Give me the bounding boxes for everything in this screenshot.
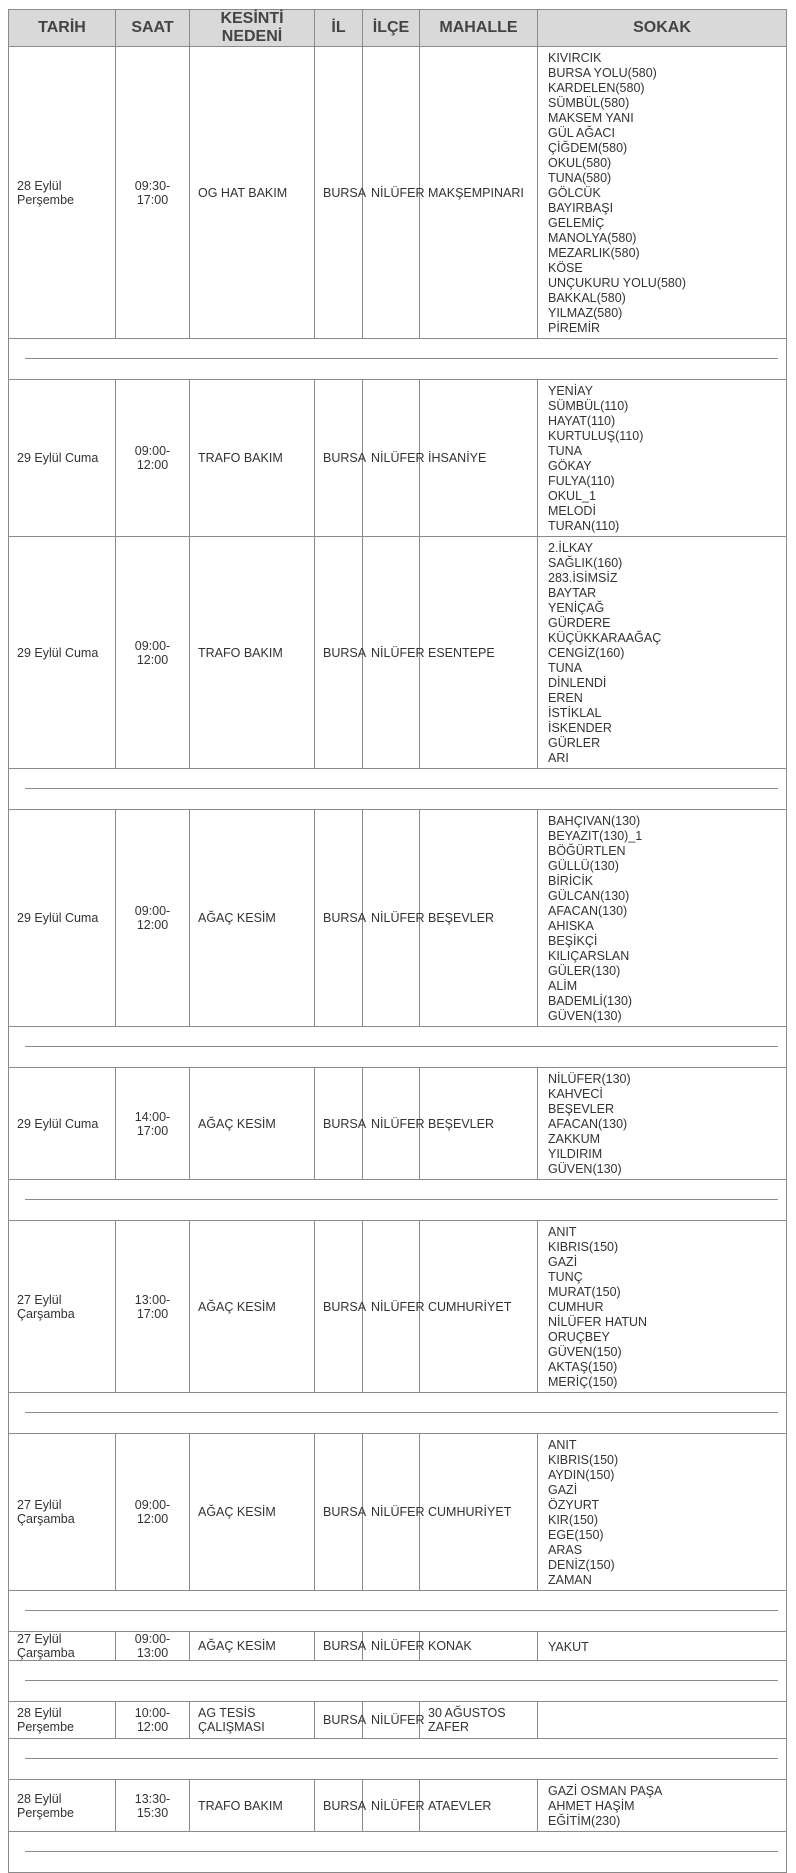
cell-ilce: NİLÜFER [363,537,420,769]
street-name: GÜVEN(150) [548,1345,622,1359]
street-name: MEZARLIK(580) [548,246,640,260]
street-name: SÜMBÜL(110) [548,399,629,413]
street-name: BAYTAR [548,586,597,600]
street-name: SÜMBÜL(580) [548,96,630,110]
cell-mahalle: CUMHURİYET [420,1434,538,1591]
separator-row [9,1027,787,1068]
street-name: KIVIRCIK [548,51,602,65]
street-name: OKUL(580) [548,156,612,170]
separator-line [25,788,778,789]
separator-cell [9,1661,787,1702]
street-name: KÜÇÜKKARAAĞAÇ [548,631,662,645]
cell-kesinti-nedeni: AĞAÇ KESİM [190,1068,315,1180]
street-name: BEŞİKÇİ [548,934,598,948]
street-name: KURTULUŞ(110) [548,429,644,443]
header-saat: SAAT [116,10,190,47]
separator-cell [9,1180,787,1221]
street-name: BEYAZIT(130)_1 [548,829,643,843]
street-name: GÖLCÜK [548,186,601,200]
street-name: NİLÜFER(130) [548,1072,631,1086]
cell-sokak [538,1632,787,1661]
street-name: İSTİKLAL [548,706,602,720]
separator-row [9,1832,787,1873]
cell-tarih: 27 Eylül Çarşamba [9,1221,116,1393]
cell-saat: 09:00-12:00 [116,380,190,537]
separator-row [9,1393,787,1434]
table-row [9,537,787,769]
cell-mahalle: BEŞEVLER [420,810,538,1027]
cell-saat: 09:30-17:00 [116,47,190,339]
street-name: TUNA [548,661,583,675]
street-name: TURAN(110) [548,519,620,533]
street-name: BÖĞÜRTLEN [548,844,626,858]
table-row [9,380,787,537]
street-name: ÇİĞDEM(580) [548,141,628,155]
table-row [9,1221,787,1393]
cell-il: BURSA [315,1434,363,1591]
header-il: İL [315,10,363,47]
street-name: BAHÇIVAN(130) [548,814,641,828]
street-name: EGE(150) [548,1528,604,1542]
separator-cell [9,1393,787,1434]
street-name: GAZİ [548,1483,578,1497]
separator-cell [9,1739,787,1780]
cell-kesinti-nedeni: TRAFO BAKIM [190,537,315,769]
cell-saat: 09:00-12:00 [116,1434,190,1591]
street-name: NİLÜFER HATUN [548,1315,648,1329]
street-name: MURAT(150) [548,1285,621,1299]
cell-ilce: NİLÜFER [363,1780,420,1832]
cell-kesinti-nedeni: AĞAÇ KESİM [190,810,315,1027]
street-name: TUNÇ [548,1270,583,1284]
separator-cell [9,1832,787,1873]
street-name: AKTAŞ(150) [548,1360,618,1374]
cell-mahalle: 30 AĞUSTOS ZAFER [420,1702,538,1739]
cell-saat: 14:00-17:00 [116,1068,190,1180]
cell-il: BURSA [315,47,363,339]
street-name: GÜLCAN(130) [548,889,630,903]
cell-il: BURSA [315,380,363,537]
street-name: YILDIRIM [548,1147,603,1161]
cell-saat: 13:00-17:00 [116,1221,190,1393]
street-name: ARAS [548,1543,583,1557]
cell-ilce: NİLÜFER [363,1702,420,1739]
street-name: ALİM [548,979,578,993]
cell-il: BURSA [315,1221,363,1393]
street-name: EREN [548,691,583,705]
street-name: KÖSE [548,261,583,275]
street-name: MERİÇ(150) [548,1375,618,1389]
street-name: KILIÇARSLAN [548,949,630,963]
street-name: CENGİZ(160) [548,646,625,660]
street-name: HAYAT(110) [548,414,616,428]
street-name: MANOLYA(580) [548,231,637,245]
cell-mahalle: İHSANİYE [420,380,538,537]
street-name: BURSA YOLU(580) [548,66,657,80]
street-name: BAKKAL(580) [548,291,626,305]
table-row [9,1702,787,1739]
cell-tarih: 27 Eylül Çarşamba [9,1434,116,1591]
cell-kesinti-nedeni: TRAFO BAKIM [190,1780,315,1832]
cell-sokak [538,537,787,769]
cell-saat: 09:00-12:00 [116,810,190,1027]
separator-row [9,1591,787,1632]
street-name: GÜRLER [548,736,601,750]
cell-mahalle: CUMHURİYET [420,1221,538,1393]
header-ilce: İLÇE [363,10,420,47]
cell-sokak [538,1780,787,1832]
cell-tarih: 27 Eylül Çarşamba [9,1632,116,1661]
separator-line [25,1046,778,1047]
cell-sokak [538,810,787,1027]
street-name: YAKUT [548,1639,589,1654]
street-name: UNÇUKURU YOLU(580) [548,276,686,290]
cell-il: BURSA [315,1780,363,1832]
street-name: ÖZYURT [548,1498,600,1512]
street-name: DİNLENDİ [548,676,607,690]
street-name: ZAKKUM [548,1132,601,1146]
cell-saat: 09:00-13:00 [116,1632,190,1661]
cell-mahalle: ESENTEPE [420,537,538,769]
cell-kesinti-nedeni: AĞAÇ KESİM [190,1221,315,1393]
street-name: DENİZ(150) [548,1558,615,1572]
street-name: AHMET HAŞİM [548,1799,635,1813]
cell-mahalle: BEŞEVLER [420,1068,538,1180]
cell-sokak [538,1434,787,1591]
cell-tarih: 29 Eylül Cuma [9,537,116,769]
street-name: 2.İLKAY [548,541,593,555]
table-row [9,1632,787,1661]
cell-kesinti-nedeni: AĞAÇ KESİM [190,1632,315,1661]
street-name: BADEMLİ(130) [548,994,633,1008]
street-name: YENİAY [548,384,593,398]
cell-ilce: NİLÜFER [363,810,420,1027]
street-name: KIR(150) [548,1513,599,1527]
cell-ilce: NİLÜFER [363,380,420,537]
street-name: YILMAZ(580) [548,306,623,320]
power-outage-table [8,9,787,1873]
cell-sokak [538,1702,787,1739]
cell-kesinti-nedeni: OG HAT BAKIM [190,47,315,339]
street-name: GÜVEN(130) [548,1009,622,1023]
street-name: GELEMİÇ [548,216,605,230]
cell-kesinti-nedeni: AG TESİS ÇALIŞMASI [190,1702,315,1739]
cell-tarih: 28 Eylül Perşembe [9,1702,116,1739]
street-name: GÜLER(130) [548,964,621,978]
street-name: OKUL_1 [548,489,596,503]
separator-line [25,1412,778,1413]
street-name: ZAMAN [548,1573,592,1587]
street-name: 283.İSİMSİZ [548,571,618,585]
street-name: KIBRIS(150) [548,1240,619,1254]
cell-tarih: 28 Eylül Perşembe [9,1780,116,1832]
street-name: ANIT [548,1438,577,1452]
cell-ilce: NİLÜFER [363,1632,420,1661]
cell-sokak [538,380,787,537]
street-name: EĞİTİM(230) [548,1814,621,1828]
cell-il: BURSA [315,1632,363,1661]
cell-il: BURSA [315,1702,363,1739]
street-name: CUMHUR [548,1300,604,1314]
table-row [9,1068,787,1180]
cell-sokak [538,47,787,339]
street-name: TUNA(580) [548,171,612,185]
cell-ilce: NİLÜFER [363,47,420,339]
header-row [9,10,787,47]
street-name: MAKSEM YANI [548,111,634,125]
street-name: AHISKA [548,919,594,933]
street-name: GAZİ [548,1255,578,1269]
street-name: GÜLLÜ(130) [548,859,619,873]
separator-line [25,358,778,359]
separator-line [25,1851,778,1852]
cell-ilce: NİLÜFER [363,1068,420,1180]
separator-cell [9,769,787,810]
separator-cell [9,339,787,380]
cell-il: BURSA [315,1068,363,1180]
cell-saat: 10:00-12:00 [116,1702,190,1739]
street-name: ARI [548,751,569,765]
cell-mahalle: MAKŞEMPINARI [420,47,538,339]
header-sokak: SOKAK [538,10,787,47]
cell-il: BURSA [315,537,363,769]
cell-saat: 09:00-12:00 [116,537,190,769]
street-name: ORUÇBEY [548,1330,610,1344]
separator-row [9,1180,787,1221]
separator-row [9,1739,787,1780]
header-mahalle: MAHALLE [420,10,538,47]
cell-tarih: 29 Eylül Cuma [9,1068,116,1180]
street-name: AYDIN(150) [548,1468,615,1482]
cell-ilce: NİLÜFER [363,1434,420,1591]
street-name: GÜRDERE [548,616,611,630]
table-row [9,47,787,339]
street-name: KIBRIS(150) [548,1453,619,1467]
street-name: KARDELEN(580) [548,81,645,95]
separator-line [25,1758,778,1759]
separator-row [9,339,787,380]
separator-cell [9,1591,787,1632]
cell-ilce: NİLÜFER [363,1221,420,1393]
separator-line [25,1610,778,1611]
street-name: FULYA(110) [548,474,615,488]
street-name: KAHVECİ [548,1087,603,1101]
separator-row [9,1661,787,1702]
street-name: İSKENDER [548,721,612,735]
street-name: SAĞLIK(160) [548,556,623,570]
table-row [9,1434,787,1591]
street-name: AFACAN(130) [548,904,628,918]
street-name: GÜVEN(130) [548,1162,622,1176]
cell-mahalle: KONAK [420,1632,538,1661]
table-row [9,810,787,1027]
cell-mahalle: ATAEVLER [420,1780,538,1832]
cell-tarih: 29 Eylül Cuma [9,810,116,1027]
separator-line [25,1680,778,1681]
street-name: BEŞEVLER [548,1102,615,1116]
street-name: BİRİCİK [548,874,594,888]
table-row [9,1780,787,1832]
cell-kesinti-nedeni: AĞAÇ KESİM [190,1434,315,1591]
cell-saat: 13:30-15:30 [116,1780,190,1832]
street-name: YENİÇAĞ [548,601,605,615]
cell-tarih: 29 Eylül Cuma [9,380,116,537]
header-tarih: TARİH [9,10,116,47]
cell-tarih: 28 Eylül Perşembe [9,47,116,339]
cell-sokak [538,1068,787,1180]
street-name: GAZİ OSMAN PAŞA [548,1784,663,1798]
street-name: PİREMİR [548,321,601,335]
separator-cell [9,1027,787,1068]
header-kesinti-nedeni: KESİNTİ NEDENİ [190,10,315,47]
street-name: MELODİ [548,504,596,518]
street-name: GÖKAY [548,459,592,473]
cell-il: BURSA [315,810,363,1027]
street-name: GÜL AĞACI [548,126,615,140]
street-name: AFACAN(130) [548,1117,628,1131]
separator-row [9,769,787,810]
separator-line [25,1199,778,1200]
table-body [9,47,787,1873]
street-name: BAYIRBAŞI [548,201,614,215]
street-name: TUNA [548,444,583,458]
cell-sokak [538,1221,787,1393]
street-name: ANIT [548,1225,577,1239]
cell-kesinti-nedeni: TRAFO BAKIM [190,380,315,537]
